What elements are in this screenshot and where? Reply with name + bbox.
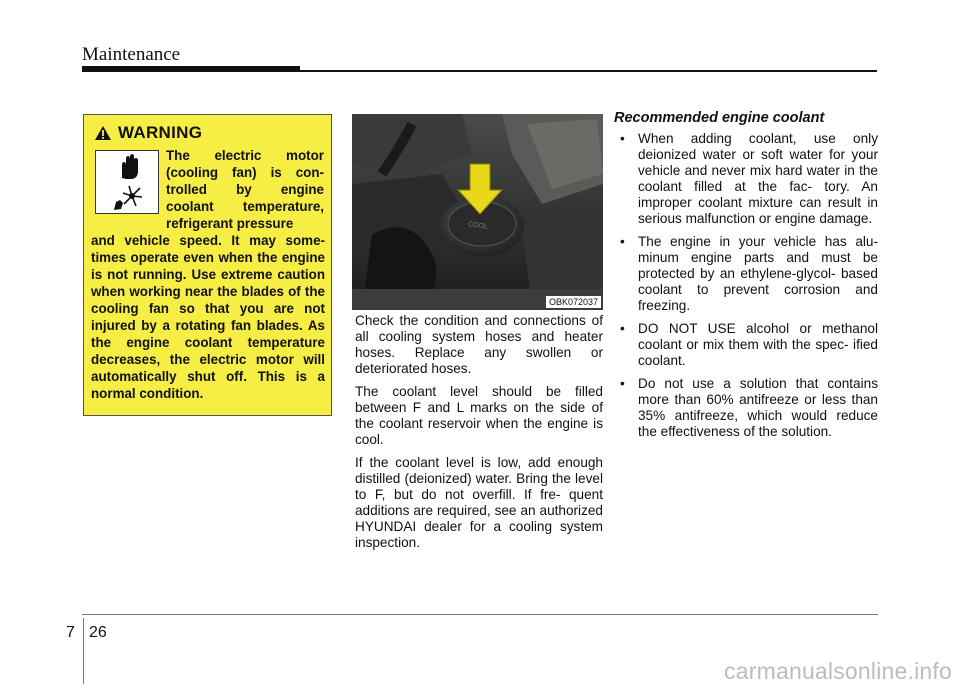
- footer-divider: [83, 618, 84, 684]
- warning-header: [94, 123, 202, 143]
- engine-coolant-photo: [352, 114, 603, 310]
- warning-box: [83, 114, 332, 416]
- paragraph: Check the condition and connections of all cooling system hoses and heater hoses. Replace any swollen or deteriorated hoses.: [355, 313, 603, 376]
- warning-text-bottom: and vehicle speed. It may some- times operate even when the engine is not running. Use extreme caution when working near the blades of the cooling fan so that you are not injured by a rotating fan blades. As the engine coolant temperature decreases, the electric motor will automatically shut off. This is a normal condition.: [91, 233, 325, 401]
- engine-bay-illustration: [352, 114, 603, 310]
- recommended-coolant-section: [612, 110, 878, 447]
- watermark: carmanualsonline.info: [724, 658, 952, 684]
- list-item: • DO NOT USE alcohol or methanol coolant or mix them with the spec- ified coolant.: [612, 321, 878, 369]
- paragraph: If the coolant level is low, add enough distilled (deionized) water. Bring the level to F, but do not overfill. If fre- quent additions are required, see an authorized HYUNDAI dealer for a cooling system inspection.: [355, 455, 603, 550]
- header-rule-thick: [82, 66, 300, 72]
- warning-pictogram: [95, 150, 159, 214]
- rotating-fan-hazard-icon: [96, 182, 158, 213]
- list-item: • The engine in your vehicle has alu- minum engine parts and must be protected by an ethylene-glycol- based coolant to prevent corrosion and freezing.: [612, 234, 878, 314]
- warning-text-top: The electric motor (cooling fan) is con- trolled by engine coolant temperature, refrigerant pressure: [166, 148, 324, 231]
- page-number: 26: [89, 624, 107, 641]
- warning-triangle-icon: [94, 125, 112, 141]
- coolant-check-text: [355, 313, 603, 558]
- section-title: Maintenance: [82, 44, 181, 65]
- footer-rule: [82, 614, 878, 615]
- warning-title: WARNING: [118, 123, 203, 142]
- svg-text:COOL: COOL: [467, 221, 489, 231]
- chapter-number: 7: [66, 624, 75, 641]
- list-item: • When adding coolant, use only deionized water or soft water for your vehicle and never mix hard water in the coolant filled at the fac- tory. An improper coolant mixture can result in serious malfunction or engine damage.: [612, 131, 878, 227]
- coolant-bullet-list: [612, 131, 878, 440]
- header-rule-thin: [300, 70, 877, 72]
- recommended-coolant-heading: Recommended engine coolant: [614, 110, 825, 126]
- stop-hand-icon: [96, 151, 158, 182]
- paragraph: The coolant level should be filled between F and L marks on the side of the coolant reservoir when the engine is cool.: [355, 384, 603, 447]
- photo-caption: OBK072037: [546, 296, 601, 308]
- list-item: • Do not use a solution that contains more than 60% antifreeze or less than 35% antifreeze, which would reduce the effectiveness of the solution.: [612, 376, 878, 440]
